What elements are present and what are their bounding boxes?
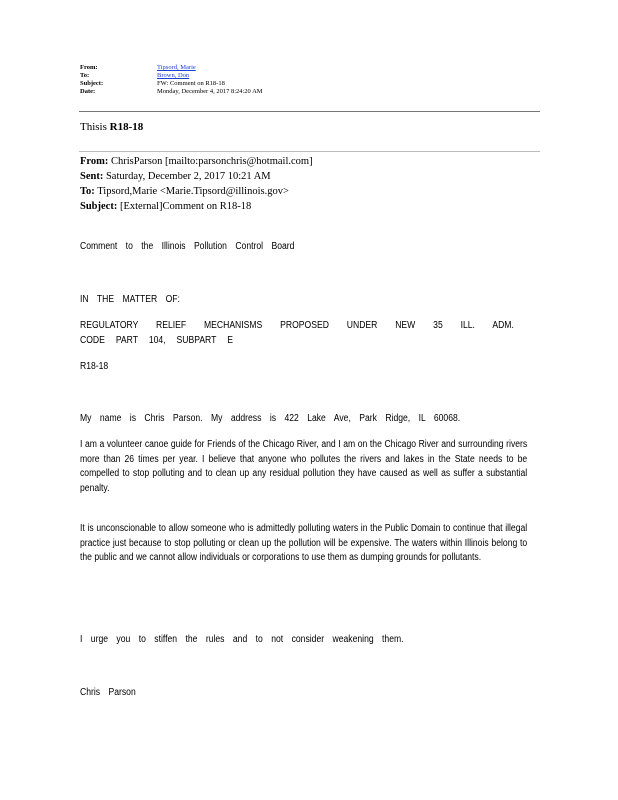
fwd-subject-value: [External]Comment on R18-18 [117,201,252,212]
to-link[interactable]: Brown, Don [157,72,190,79]
from-label: From: [80,64,98,71]
letter-matter: IN THE MATTER OF: [80,294,180,305]
letter-closing: I urge you to stiffen the rules and to not consider weakening them. [80,634,404,645]
header-divider [79,111,540,112]
letter-regulatory-line1: REGULATORY RELIEF MECHANISMS PROPOSED UNDER NEW 35 ILL. ADM. [80,320,514,331]
letter-title: Comment to the Illinois Pollution Control Board [80,241,295,252]
date-label: Date: [80,88,96,95]
fwd-to-value: Tipsord,Marie <Marie.Tipsord@illinois.gov> [94,186,289,197]
fwd-sent-value: Saturday, December 2, 2017 10:21 AM [103,171,271,182]
letter-intro: My name is Chris Parson. My address is 422 Lake Ave, Park Ridge, IL 60068. [80,413,461,424]
letter-signature: Chris Parson [80,687,136,698]
fwd-subject-label: Subject: [80,201,118,212]
date-value: Monday, December 4, 2017 8:24:20 AM [157,88,263,95]
letter-paragraph-2: It is unconscionable to allow someone who is admittedly polluting waters in the Public Domain to continue that illegal practice just because to stop polluting or clean up the pollution will be expensive. The waters within Illinois belong to the public and we cannot allow individuals or corporations to use them as dumping grounds for pollutants. [80,523,528,564]
subject-value: FW: Comment on R18-18 [157,80,225,87]
to-label: To: [80,72,90,79]
letter-paragraph-1: I am a volunteer canoe guide for Friends of the Chicago River, and I am on the Chicago River and surrounding rivers more than 26 times per year. I believe that anyone who pollutes the rivers and lakes in the State needs to be compelled to stop polluting and to clean up any residual pollution they have caused as well as suffer a substantial penalty. [80,439,528,494]
letter-docket: R18-18 [80,361,109,372]
forwarded-header [80,154,313,214]
email-header [80,64,263,96]
forward-note-ref: R18-18 [109,121,144,133]
fwd-from-label: From: [80,156,109,167]
letter-regulatory-line2: CODE PART 104, SUBPART E [80,335,233,346]
fwd-sent-label: Sent: [80,171,104,182]
fwd-from-value: ChrisParson [mailto:parsonchris@hotmail.com] [108,156,313,167]
subject-label: Subject: [80,80,104,87]
from-link[interactable]: Tipsord, Marie [157,64,196,71]
forward-note: Thisis R18-18 [80,121,144,133]
fwd-to-label: To: [80,186,95,197]
forwarded-divider [79,151,540,152]
